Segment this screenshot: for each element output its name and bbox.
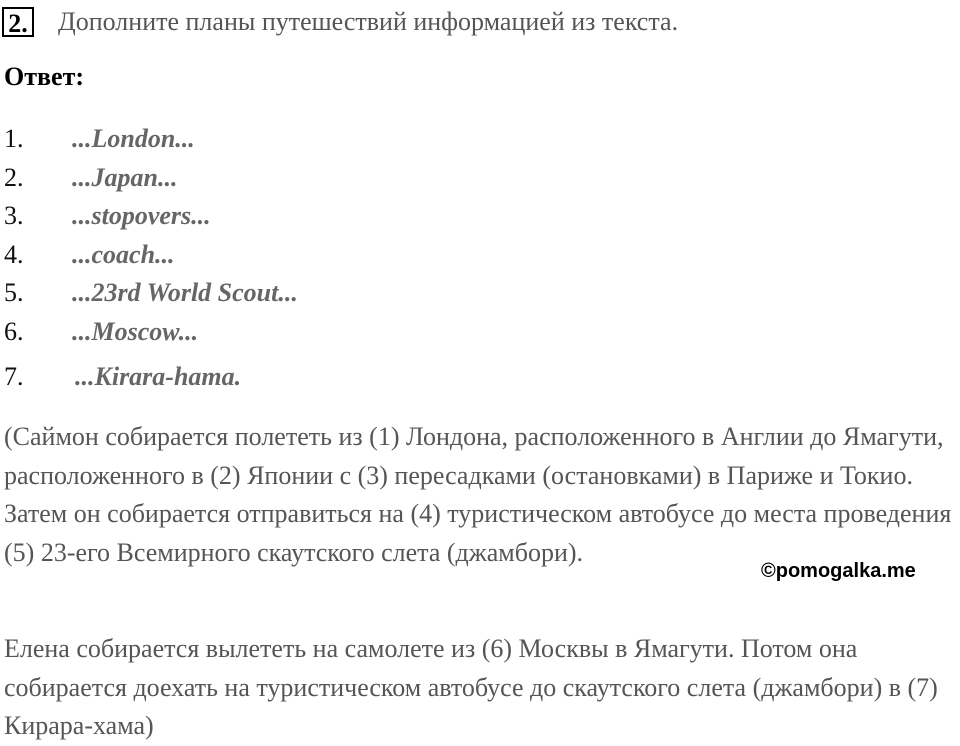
answer-value: ...23rd World Scout... [72, 278, 298, 308]
answer-item-2 [4, 159, 298, 198]
answer-item-5 [4, 274, 298, 313]
answer-value: ...coach... [72, 239, 175, 269]
answer-label: Ответ: [4, 62, 85, 91]
watermark: ©pomogalka.me [761, 560, 916, 582]
answer-number: 4. [4, 239, 24, 269]
answer-list [4, 120, 298, 397]
answer-value: ...stopovers... [72, 201, 211, 231]
explanation-paragraph-simon: (Саймон собирается полететь из (1) Лондона, расположенного в Англии до Ямагути, расположенного в (2) Японии с (3) пересадками (остановками) в Париже и Токио. Затем он собирается отправиться на (4) туристическом автобусе до места проведения (5) 23-его Всемирного скаутского слета (джамбори). [4, 422, 952, 567]
answer-value: ...Moscow... [72, 316, 199, 346]
answer-number: 7. [4, 362, 24, 392]
answer-item-7 [4, 358, 298, 397]
answer-number: 5. [4, 278, 24, 308]
answer-number: 1. [4, 124, 24, 154]
answer-item-1 [4, 120, 298, 159]
answer-item-6 [4, 313, 298, 352]
task-header [2, 4, 678, 40]
answer-value: ...London... [72, 124, 195, 154]
task-instruction: Дополните планы путешествий информацией из текста. [58, 7, 679, 36]
answer-number: 2. [4, 162, 24, 192]
explanation-paragraph-elena: Елена собирается вылететь на самолете из (6) Москвы в Ямагути. Потом она собирается доехать на туристическом автобусе до скаутского слета (джамбори) в (7) Кирара-хама) [4, 634, 938, 740]
task-number: 2. [2, 7, 34, 37]
answer-number: 3. [4, 201, 24, 231]
answer-value: ...Kirara-hama. [75, 362, 242, 392]
answer-number: 6. [4, 316, 24, 346]
answer-value: ...Japan... [72, 162, 178, 192]
answer-item-3 [4, 197, 298, 236]
answer-item-4 [4, 236, 298, 275]
